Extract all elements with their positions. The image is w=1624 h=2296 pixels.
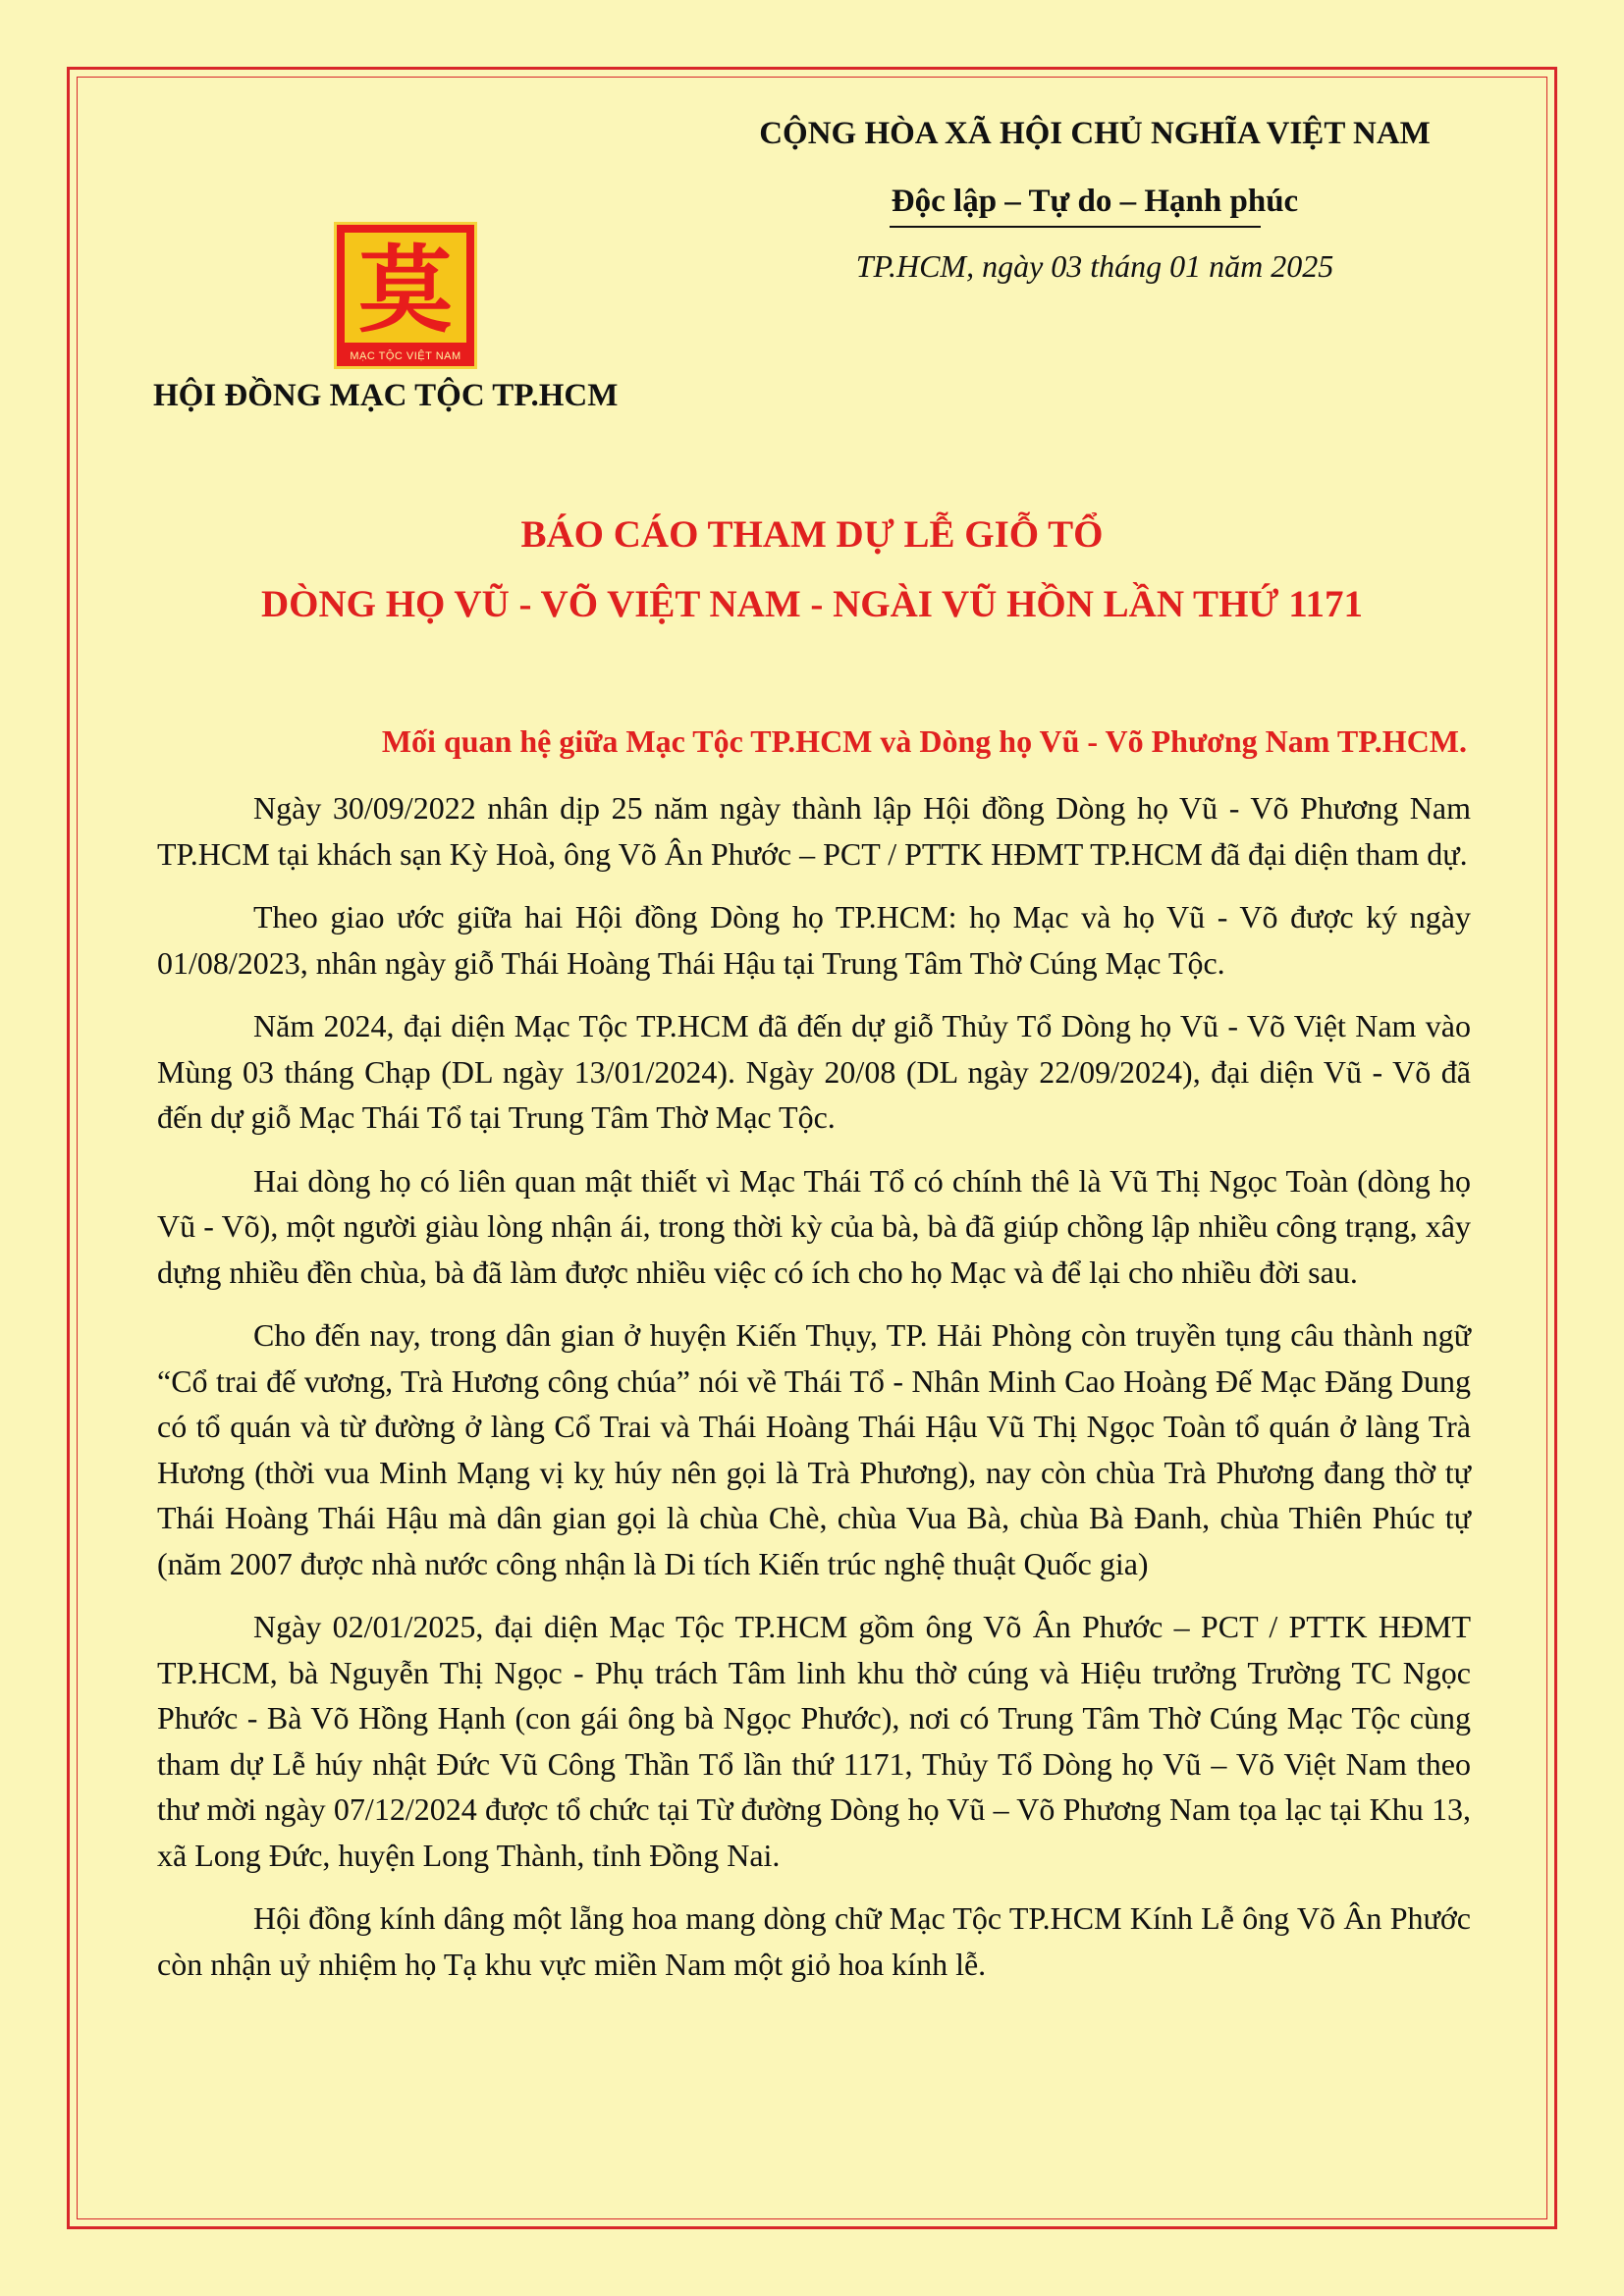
report-title-line-2: DÒNG HỌ VŨ - VÕ VIỆT NAM - NGÀI VŨ HỒN LẦN THỨ 1171 (260, 583, 1364, 625)
organization-name: HỘI ĐỒNG MẠC TỘC TP.HCM (153, 378, 619, 413)
body-paragraph: Theo giao ước giữa hai Hội đồng Dòng họ TP.HCM: họ Mạc và họ Vũ - Võ được ký ngày 01/08/2023, nhân ngày giỗ Thái Hoàng Thái Hậu tại Trung Tâm Thờ Cúng Mạc Tộc. (157, 899, 1471, 981)
motto-heading: Độc lập – Tự do – Hạnh phúc (891, 184, 1299, 219)
logo-glyph (345, 233, 466, 341)
report-title-line-1: BÁO CÁO THAM DỰ LỄ GIỖ TỔ (520, 513, 1104, 556)
section-subheading: Mối quan hệ giữa Mạc Tộc TP.HCM và Dòng họ Vũ - Võ Phương Nam TP.HCM. (381, 723, 1467, 759)
body-paragraph: Ngày 30/09/2022 nhân dịp 25 năm ngày thành lập Hội đồng Dòng họ Vũ - Võ Phương Nam TP.HCM tại khách sạn Kỳ Hoà, ông Võ Ân Phước – PCT / PTTK HĐMT TP.HCM đã đại diện tham dự. (157, 790, 1471, 872)
mac-toc-logo (334, 222, 477, 369)
report-body (157, 785, 1471, 2004)
date-line: TP.HCM, ngày 03 tháng 01 năm 2025 (855, 248, 1334, 284)
body-paragraph: Năm 2024, đại diện Mạc Tộc TP.HCM đã đến dự giỗ Thủy Tổ Dòng họ Vũ - Võ Việt Nam vào Mùng 03 tháng Chạp (DL ngày 13/01/2024). Ngày 20/08 (DL ngày 22/09/2024), đại diện Vũ - Võ đã đến dự giỗ Mạc Thái Tổ tại Trung Tâm Thờ Mạc Tộc. (157, 1008, 1471, 1135)
body-paragraph: Hội đồng kính dâng một lẵng hoa mang dòng chữ Mạc Tộc TP.HCM Kính Lễ ông Võ Ân Phước còn nhận uỷ nhiệm họ Tạ khu vực miền Nam một giỏ hoa kính lễ. (157, 1900, 1471, 1982)
motto-underline (890, 226, 1261, 228)
body-paragraph: Hai dòng họ có liên quan mật thiết vì Mạc Thái Tổ có chính thê là Vũ Thị Ngọc Toàn (dòng họ Vũ - Võ), một người giàu lòng nhận ái, trong thời kỳ của bà, bà đã giúp chồng lập nhiều công trạng, xây dựng nhiều đền chùa, bà đã làm được nhiều việc có ích cho họ Mạc và để lại cho nhiều đời sau. (157, 1162, 1471, 1290)
body-paragraph: Ngày 02/01/2025, đại diện Mạc Tộc TP.HCM gồm ông Võ Ân Phước – PCT / PTTK HĐMT TP.HCM, bà Nguyễn Thị Ngọc - Phụ trách Tâm linh khu thờ cúng và Hiệu trưởng Trường TC Ngọc Phước - Bà Võ Hồng Hạnh (con gái ông bà Ngọc Phước), nơi có Trung Tâm Thờ Cúng Mạc Tộc cùng tham dự Lễ húy nhật Đức Vũ Công Thần Tổ lần thứ 1171, Thủy Tổ Dòng họ Vũ – Võ Việt Nam theo thư mời ngày 07/12/2024 được tổ chức tại Từ đường Dòng họ Vũ – Võ Phương Nam tọa lạc tại Khu 13, xã Long Đức, huyện Long Thành, tỉnh Đồng Nai. (157, 1609, 1471, 1873)
logo-caption: MẠC TỘC VIỆT NAM (350, 350, 461, 362)
nation-heading: CỘNG HÒA XÃ HỘI CHỦ NGHĨA VIỆT NAM (759, 116, 1431, 151)
logo-glyph-text: 莫 (358, 236, 453, 341)
body-paragraph: Cho đến nay, trong dân gian ở huyện Kiến Thụy, TP. Hải Phòng còn truyền tụng câu thành ngữ “Cổ trai đế vương, Trà Hương công chúa” nói về Thái Tổ - Nhân Minh Cao Hoàng Đế Mạc Đăng Dung có tổ quán và từ đường ở làng Cổ Trai và Thái Hoàng Thái Hậu Vũ Thị Ngọc Toàn tổ quán ở làng Trà Hương (thời vua Minh Mạng vị kỵ húy nên gọi là Trà Phương), nay còn chùa Trà Phương đang thờ tự Thái Hoàng Thái Hậu mà dân gian gọi là chùa Chè, chùa Vua Bà, chùa Bà Đanh, chùa Thiên Phúc tự (năm 2007 được nhà nước công nhận là Di tích Kiến trúc nghệ thuật Quốc gia) (157, 1317, 1471, 1581)
